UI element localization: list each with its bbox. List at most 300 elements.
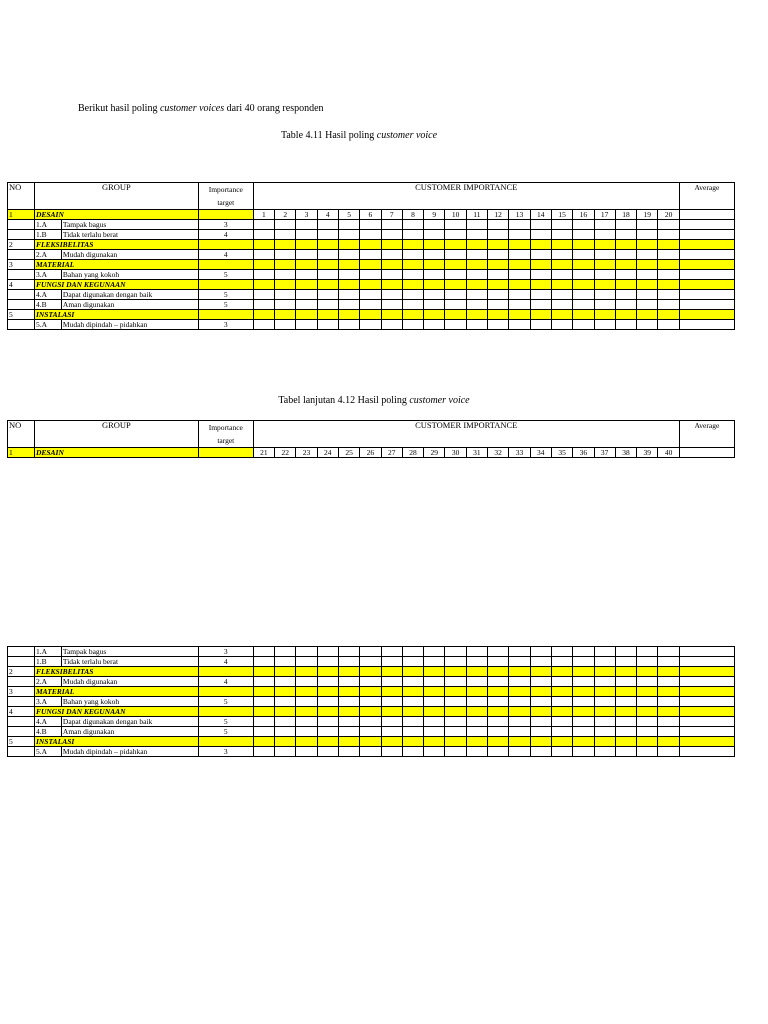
score-cell (637, 260, 658, 270)
score-cell (573, 320, 594, 330)
item-target: 4 (198, 230, 253, 240)
score-cell (402, 220, 423, 230)
score-cell (466, 647, 487, 657)
score-cell (360, 270, 381, 280)
score-cell (275, 320, 296, 330)
score-cell (338, 657, 359, 667)
group-no: 3 (8, 687, 35, 697)
score-cell (509, 280, 530, 290)
score-cell (360, 727, 381, 737)
score-cell (360, 717, 381, 727)
intro-prefix: Berikut hasil poling (78, 103, 158, 114)
score-cell (296, 687, 317, 697)
item-no-empty (8, 320, 35, 330)
score-cell (551, 240, 572, 250)
score-cell (509, 677, 530, 687)
average-cell (679, 657, 734, 667)
score-cell (445, 737, 466, 747)
score-cell (338, 260, 359, 270)
score-cell (360, 320, 381, 330)
score-cell (530, 717, 551, 727)
score-cell (658, 687, 679, 697)
score-cell (509, 260, 530, 270)
item-target: 5 (198, 300, 253, 310)
score-cell (466, 717, 487, 727)
score-cell (338, 300, 359, 310)
score-cell (637, 290, 658, 300)
score-cell (551, 727, 572, 737)
respondent-number: 31 (466, 448, 487, 458)
score-cell (424, 270, 445, 280)
score-cell (615, 250, 636, 260)
score-cell (317, 290, 338, 300)
score-cell (402, 240, 423, 250)
score-cell (296, 280, 317, 290)
average-cell (679, 230, 734, 240)
score-cell (594, 677, 615, 687)
respondent-number: 19 (637, 210, 658, 220)
group-target-empty (198, 448, 253, 458)
score-cell (275, 737, 296, 747)
score-cell (424, 697, 445, 707)
respondent-number: 14 (530, 210, 551, 220)
header-row (8, 421, 735, 448)
group-name: MATERIAL (34, 260, 198, 270)
respondent-number: 15 (551, 210, 572, 220)
score-cell (658, 280, 679, 290)
score-cell (509, 270, 530, 280)
score-cell (317, 280, 338, 290)
score-cell (551, 300, 572, 310)
group-no: 5 (8, 737, 35, 747)
score-cell (275, 300, 296, 310)
score-cell (317, 220, 338, 230)
score-cell (360, 280, 381, 290)
score-cell (637, 707, 658, 717)
score-cell (530, 747, 551, 757)
score-cell (338, 747, 359, 757)
score-cell (275, 677, 296, 687)
score-cell (530, 657, 551, 667)
score-cell (275, 747, 296, 757)
score-cell (402, 697, 423, 707)
group-name: INSTALASI (34, 737, 198, 747)
score-cell (551, 280, 572, 290)
score-cell (424, 250, 445, 260)
score-cell (530, 667, 551, 677)
score-cell (594, 727, 615, 737)
score-cell (253, 230, 274, 240)
score-cell (637, 657, 658, 667)
score-cell (317, 260, 338, 270)
score-cell (615, 697, 636, 707)
score-cell (275, 250, 296, 260)
score-cell (253, 687, 274, 697)
score-cell (296, 697, 317, 707)
average-cell (679, 697, 734, 707)
score-cell (402, 647, 423, 657)
score-cell (551, 647, 572, 657)
score-cell (573, 220, 594, 230)
item-label: Bahan yang kokoh (61, 697, 198, 707)
score-cell (573, 270, 594, 280)
item-label: Tidak terlalu berat (61, 657, 198, 667)
score-cell (594, 230, 615, 240)
score-cell (488, 657, 509, 667)
score-cell (253, 280, 274, 290)
score-cell (551, 290, 572, 300)
respondent-number: 37 (594, 448, 615, 458)
score-cell (637, 220, 658, 230)
item-target: 3 (198, 220, 253, 230)
score-cell (381, 310, 402, 320)
respondent-number: 25 (338, 448, 359, 458)
score-cell (253, 290, 274, 300)
score-cell (296, 737, 317, 747)
score-cell (402, 717, 423, 727)
score-cell (317, 240, 338, 250)
table1-caption-prefix: Table 4.11 Hasil poling (280, 130, 375, 141)
score-cell (551, 717, 572, 727)
score-cell (466, 240, 487, 250)
score-cell (381, 220, 402, 230)
score-cell (594, 300, 615, 310)
score-cell (658, 320, 679, 330)
table1-caption-italic: customer voice (376, 130, 438, 141)
score-cell (509, 230, 530, 240)
score-cell (509, 727, 530, 737)
score-cell (402, 677, 423, 687)
score-cell (424, 647, 445, 657)
score-cell (317, 300, 338, 310)
item-target: 4 (198, 657, 253, 667)
score-cell (360, 747, 381, 757)
score-cell (424, 280, 445, 290)
score-cell (488, 240, 509, 250)
score-cell (551, 657, 572, 667)
item-label: Mudah dipindah – pidahkan (61, 320, 198, 330)
score-cell (296, 717, 317, 727)
score-cell (615, 687, 636, 697)
item-target: 5 (198, 697, 253, 707)
score-cell (317, 667, 338, 677)
score-cell (424, 300, 445, 310)
score-cell (381, 250, 402, 260)
score-cell (488, 677, 509, 687)
header-no: NO (8, 183, 35, 210)
score-cell (658, 230, 679, 240)
score-cell (402, 667, 423, 677)
score-cell (509, 737, 530, 747)
score-cell (253, 667, 274, 677)
score-cell (402, 320, 423, 330)
score-cell (658, 260, 679, 270)
score-cell (402, 727, 423, 737)
score-cell (594, 687, 615, 697)
score-cell (488, 647, 509, 657)
score-cell (658, 310, 679, 320)
score-cell (573, 310, 594, 320)
score-cell (488, 290, 509, 300)
score-cell (381, 677, 402, 687)
item-no-empty (8, 717, 35, 727)
score-cell (338, 270, 359, 280)
score-cell (637, 687, 658, 697)
score-cell (381, 687, 402, 697)
score-cell (275, 280, 296, 290)
header-no: NO (8, 421, 35, 448)
item-code: 4.A (34, 290, 61, 300)
score-cell (637, 717, 658, 727)
score-cell (551, 697, 572, 707)
score-cell (317, 747, 338, 757)
score-cell (488, 220, 509, 230)
score-cell (402, 300, 423, 310)
score-cell (296, 320, 317, 330)
score-cell (509, 250, 530, 260)
score-cell (551, 220, 572, 230)
score-cell (275, 657, 296, 667)
item-no-empty (8, 647, 35, 657)
score-cell (424, 657, 445, 667)
score-cell (275, 727, 296, 737)
score-cell (275, 687, 296, 697)
group-target-empty (198, 667, 253, 677)
score-cell (594, 260, 615, 270)
score-cell (317, 737, 338, 747)
score-cell (509, 290, 530, 300)
score-cell (530, 687, 551, 697)
item-row (8, 230, 735, 240)
respondent-number: 2 (275, 210, 296, 220)
score-cell (658, 677, 679, 687)
item-row (8, 220, 735, 230)
header-average: Average (679, 421, 734, 448)
group-target-empty (198, 687, 253, 697)
score-cell (445, 727, 466, 737)
score-cell (530, 250, 551, 260)
score-cell (360, 260, 381, 270)
item-row (8, 250, 735, 260)
score-cell (488, 687, 509, 697)
score-cell (658, 747, 679, 757)
score-cell (402, 310, 423, 320)
score-cell (445, 647, 466, 657)
score-cell (466, 300, 487, 310)
group-name: MATERIAL (34, 687, 198, 697)
item-target: 5 (198, 727, 253, 737)
score-cell (317, 320, 338, 330)
score-cell (253, 300, 274, 310)
score-cell (488, 280, 509, 290)
score-cell (253, 240, 274, 250)
score-cell (488, 717, 509, 727)
average-cell (679, 270, 734, 280)
score-cell (466, 290, 487, 300)
score-cell (317, 687, 338, 697)
table2-caption-italic: customer voice (409, 395, 470, 406)
item-row (8, 647, 735, 657)
average-cell (679, 320, 734, 330)
group-name: FUNGSI DAN KEGUNAAN (34, 707, 198, 717)
score-cell (253, 727, 274, 737)
average-cell (679, 210, 734, 220)
score-cell (275, 310, 296, 320)
score-cell (296, 300, 317, 310)
group-row (8, 260, 735, 270)
score-cell (488, 747, 509, 757)
score-cell (594, 647, 615, 657)
respondent-number: 29 (424, 448, 445, 458)
score-cell (573, 290, 594, 300)
score-cell (573, 280, 594, 290)
score-cell (573, 687, 594, 697)
respondent-number: 5 (338, 210, 359, 220)
score-cell (637, 747, 658, 757)
score-cell (360, 657, 381, 667)
score-cell (424, 240, 445, 250)
score-cell (296, 260, 317, 270)
score-cell (658, 737, 679, 747)
score-cell (338, 310, 359, 320)
item-target: 4 (198, 250, 253, 260)
score-cell (445, 320, 466, 330)
score-cell (338, 240, 359, 250)
score-cell (573, 747, 594, 757)
score-cell (509, 310, 530, 320)
item-code: 1.B (34, 657, 61, 667)
score-cell (466, 320, 487, 330)
score-cell (253, 320, 274, 330)
item-label: Dapat digunakan dengan baik (61, 717, 198, 727)
score-cell (466, 230, 487, 240)
score-cell (381, 230, 402, 240)
score-cell (275, 240, 296, 250)
score-cell (573, 300, 594, 310)
table2-caption (0, 395, 758, 406)
item-no-empty (8, 677, 35, 687)
score-cell (317, 727, 338, 737)
score-cell (509, 647, 530, 657)
respondent-number: 4 (317, 210, 338, 220)
item-label: Tampak bagus (61, 220, 198, 230)
respondent-number: 3 (296, 210, 317, 220)
score-cell (402, 290, 423, 300)
score-cell (637, 250, 658, 260)
respondent-number: 9 (424, 210, 445, 220)
score-cell (488, 727, 509, 737)
score-cell (360, 290, 381, 300)
score-cell (253, 657, 274, 667)
score-cell (530, 677, 551, 687)
score-cell (509, 697, 530, 707)
average-cell (679, 717, 734, 727)
score-cell (402, 657, 423, 667)
score-cell (615, 657, 636, 667)
score-cell (338, 280, 359, 290)
score-cell (253, 737, 274, 747)
score-cell (402, 230, 423, 240)
score-cell (594, 320, 615, 330)
score-cell (530, 270, 551, 280)
score-cell (573, 250, 594, 260)
item-code: 4.A (34, 717, 61, 727)
score-cell (509, 657, 530, 667)
score-cell (615, 667, 636, 677)
score-cell (296, 707, 317, 717)
group-name: DESAIN (34, 448, 198, 458)
average-cell (679, 240, 734, 250)
item-no-empty (8, 727, 35, 737)
score-cell (488, 230, 509, 240)
item-label: Bahan yang kokoh (61, 270, 198, 280)
group-target-empty (198, 260, 253, 270)
item-target: 3 (198, 747, 253, 757)
score-cell (402, 250, 423, 260)
table-1 (7, 182, 735, 330)
group-row (8, 310, 735, 320)
score-cell (296, 747, 317, 757)
score-cell (488, 270, 509, 280)
score-cell (615, 677, 636, 687)
score-cell (573, 260, 594, 270)
score-cell (381, 737, 402, 747)
item-code: 5.A (34, 747, 61, 757)
header-importance-line1: Importance (208, 185, 243, 194)
respondent-number: 13 (509, 210, 530, 220)
item-row (8, 270, 735, 280)
score-cell (253, 697, 274, 707)
respondent-number: 20 (658, 210, 679, 220)
score-cell (275, 667, 296, 677)
score-cell (509, 240, 530, 250)
group-no: 2 (8, 667, 35, 677)
score-cell (445, 220, 466, 230)
item-code: 5.A (34, 320, 61, 330)
score-cell (530, 290, 551, 300)
respondent-number: 39 (637, 448, 658, 458)
item-no-empty (8, 250, 35, 260)
score-cell (658, 707, 679, 717)
score-cell (338, 717, 359, 727)
item-code: 4.B (34, 727, 61, 737)
score-cell (424, 677, 445, 687)
respondent-number: 32 (488, 448, 509, 458)
score-cell (253, 717, 274, 727)
intro-text (78, 103, 324, 114)
item-label: Mudah digunakan (61, 677, 198, 687)
respondent-number: 35 (551, 448, 572, 458)
group-no: 3 (8, 260, 35, 270)
score-cell (488, 310, 509, 320)
score-cell (530, 220, 551, 230)
group-target-empty (198, 737, 253, 747)
score-cell (466, 250, 487, 260)
average-cell (679, 747, 734, 757)
score-cell (658, 727, 679, 737)
respondent-number: 1 (253, 210, 274, 220)
score-cell (573, 240, 594, 250)
score-cell (573, 697, 594, 707)
score-cell (551, 677, 572, 687)
header-row (8, 183, 735, 210)
group-row-desain (8, 210, 735, 220)
score-cell (360, 667, 381, 677)
score-cell (338, 727, 359, 737)
score-cell (658, 290, 679, 300)
score-cell (637, 280, 658, 290)
score-cell (594, 747, 615, 757)
